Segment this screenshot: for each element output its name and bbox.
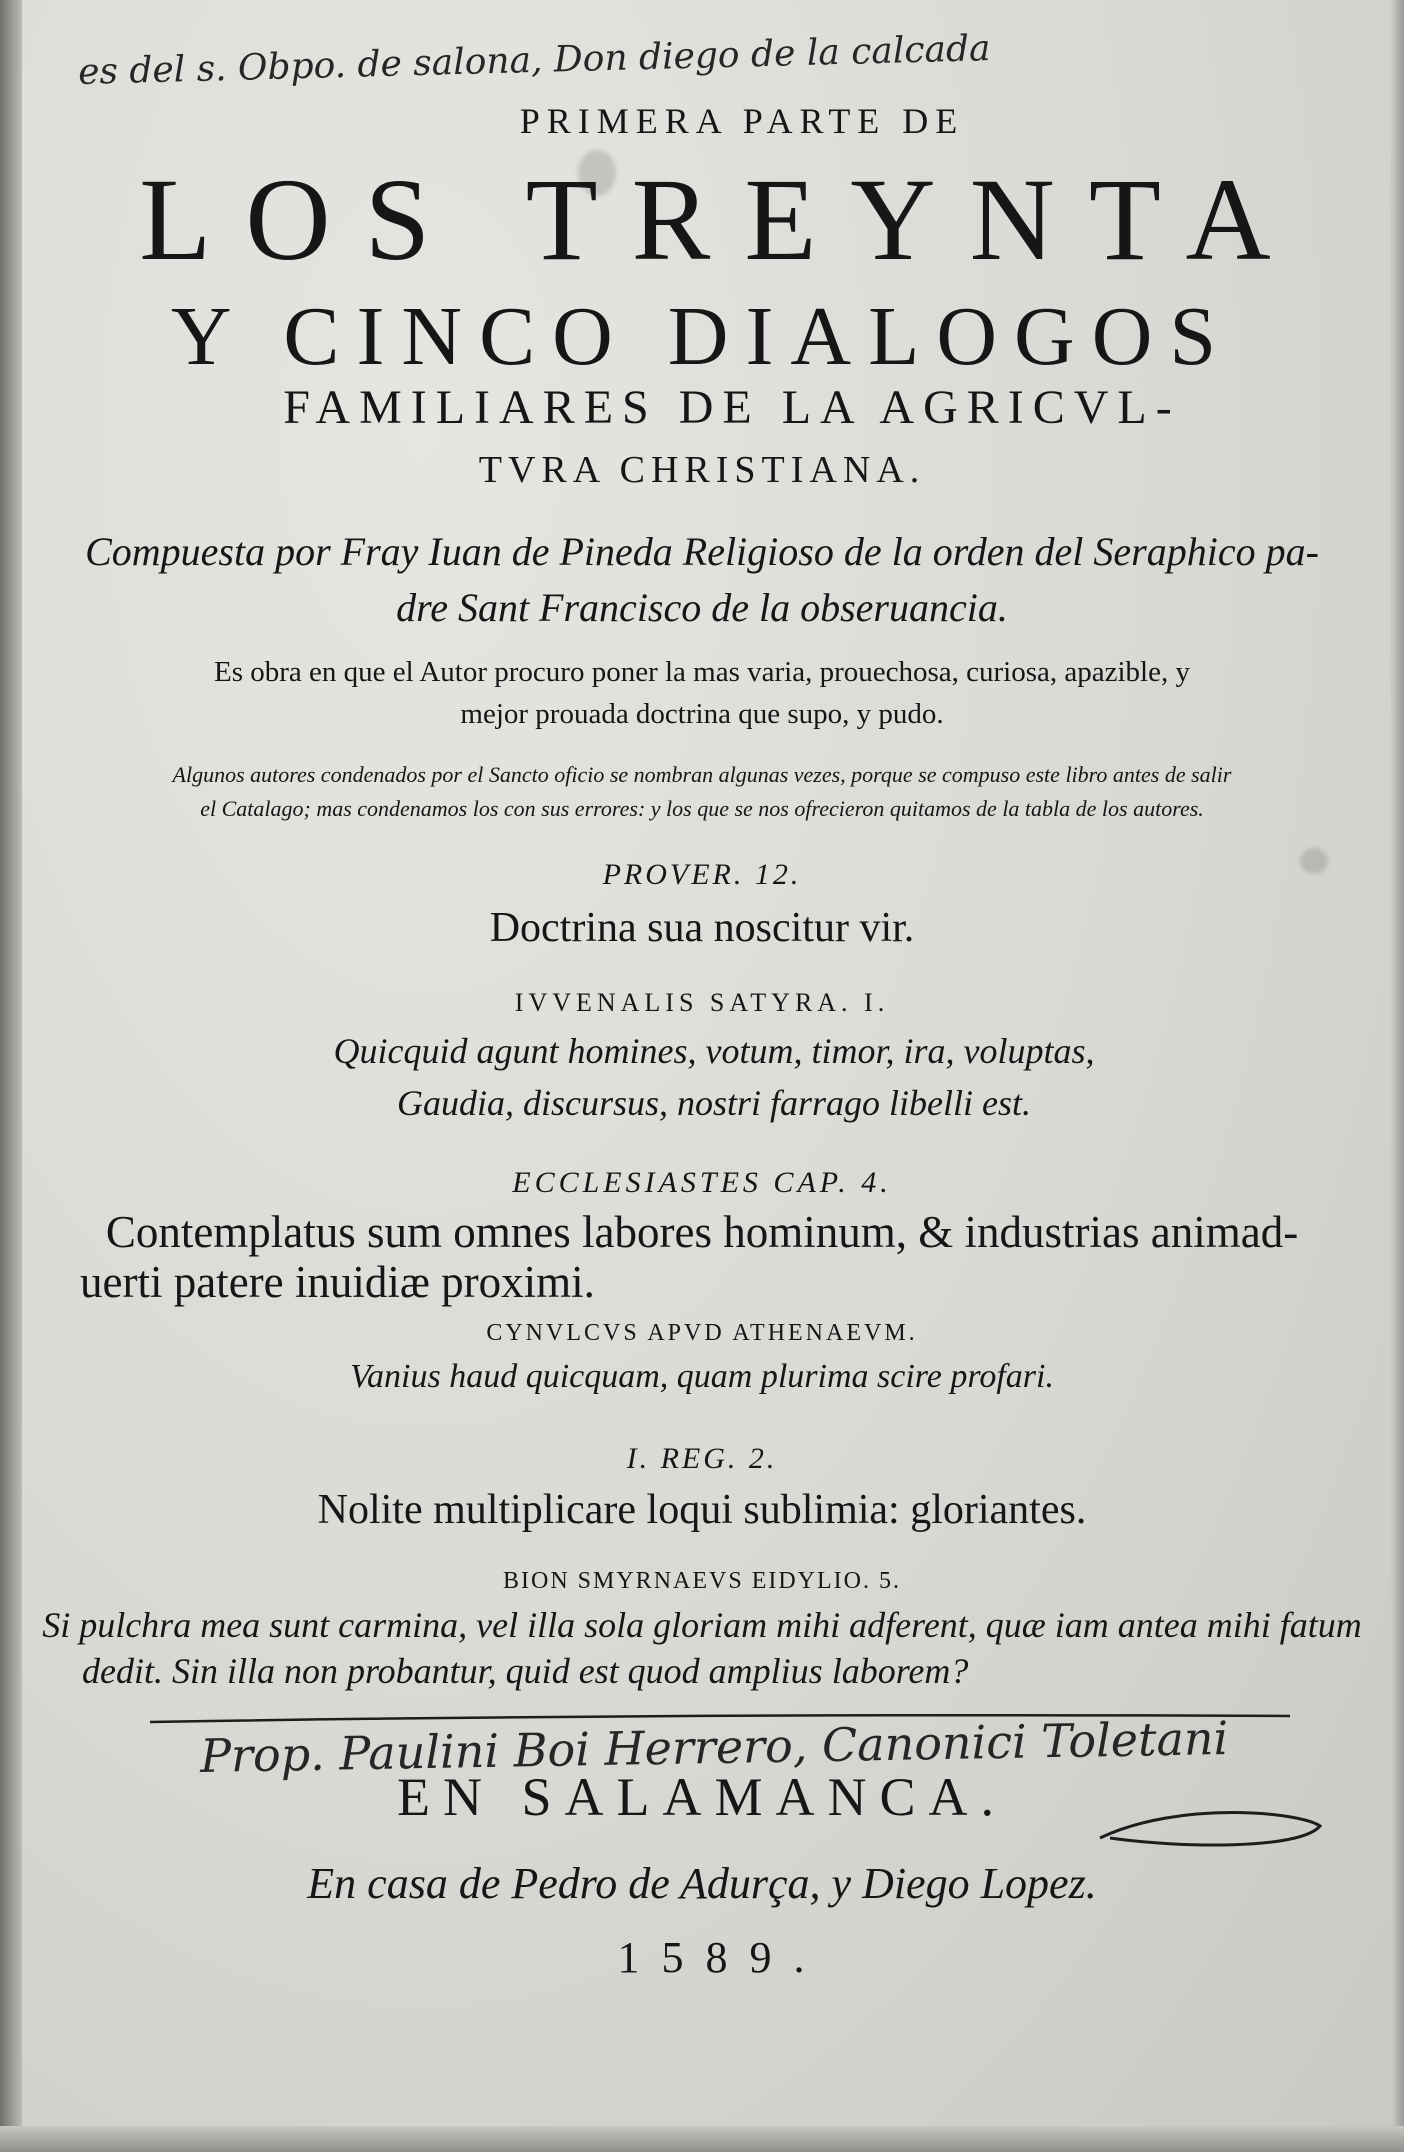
- author-line-1: Compuesta por Fray Iuan de Pineda Religioso de la orden del Seraphico pa-: [85, 529, 1319, 574]
- ecclesiastes-quote-line-2: uerti patere inuidiæ proximi.: [80, 1257, 595, 1307]
- kings-reference: I. REG. 2.: [626, 1442, 778, 1475]
- primera-parte-heading: PRIMERA PARTE DE: [519, 101, 965, 141]
- title-tvra-christiana: TVRA CHRISTIANA.: [478, 449, 926, 491]
- bion-quote-line-1: Si pulchra mea sunt carmina, vel illa sola gloriam mihi adferent, quæ iam antea mihi fatum: [42, 1605, 1362, 1645]
- kings-quote: Nolite multiplicare loqui sublimia: gloriantes.: [317, 1487, 1087, 1533]
- imprint-printers: En casa de Pedro de Adurça, y Diego Lopez.: [307, 1859, 1097, 1908]
- bion-quote-line-2: dedit. Sin illa non probantur, quid est quod amplius laborem?: [82, 1651, 969, 1691]
- title-y-cinco-dialogos: Y CINCO DIALOGOS: [170, 290, 1234, 383]
- bion-reference: BION SMYRNAEVS EIDYLIO. 5.: [503, 1568, 901, 1594]
- censorship-note-line-1: Algunos autores condenados por el Sancto oficio se nombran algunas vezes, porque se compuso este libro antes de salir: [172, 762, 1232, 787]
- description-line-1: Es obra en que el Autor procuro poner la mas varia, prouechosa, curiosa, apazible, y: [214, 656, 1190, 688]
- proverbs-reference: PROVER. 12.: [602, 858, 802, 891]
- ecclesiastes-reference: ECCLESIASTES CAP. 4.: [512, 1166, 892, 1199]
- title-familiares: FAMILIARES DE LA AGRICVL-: [283, 381, 1181, 434]
- proverbs-quote: Doctrina sua noscitur vir.: [489, 905, 915, 951]
- handwritten-provenance-note: Prop. Paulini Boi Herrero, Canonici Toletani: [199, 1711, 1229, 1783]
- imprint-city: EN SALAMANCA.: [396, 1767, 1008, 1827]
- description-line-2: mejor prouada doctrina que supo, y pudo.: [460, 698, 944, 730]
- author-line-2: dre Sant Francisco de la obseruancia.: [396, 585, 1008, 630]
- ecclesiastes-quote-line-1: Contemplatus sum omnes labores hominum, & industrias animad-: [105, 1207, 1299, 1257]
- cynulcus-reference: CYNVLCVS APVD ATHENAEVM.: [486, 1320, 918, 1346]
- cynulcus-quote: Vanius haud quicquam, quam plurima scire profari.: [350, 1358, 1054, 1395]
- censorship-note-line-2: el Catalago; mas condenamos los con sus errores: y los que se nos ofrecieron quitamos de la tabla de los autores.: [200, 796, 1204, 821]
- juvenal-reference: IVVENALIS SATYRA. I.: [514, 988, 890, 1017]
- handwritten-ownership-note: es del s. Obpo. de salona, Don diego de la calcada: [77, 28, 991, 93]
- juvenal-quote-line-2: Gaudia, discursus, nostri farrago libelli est.: [396, 1083, 1032, 1123]
- juvenal-quote-line-1: Quicquid agunt homines, votum, timor, ira, voluptas,: [333, 1031, 1095, 1071]
- imprint-year: 1589.: [617, 1933, 827, 1982]
- title-los-treynta: LOS TREYNTA: [139, 154, 1305, 285]
